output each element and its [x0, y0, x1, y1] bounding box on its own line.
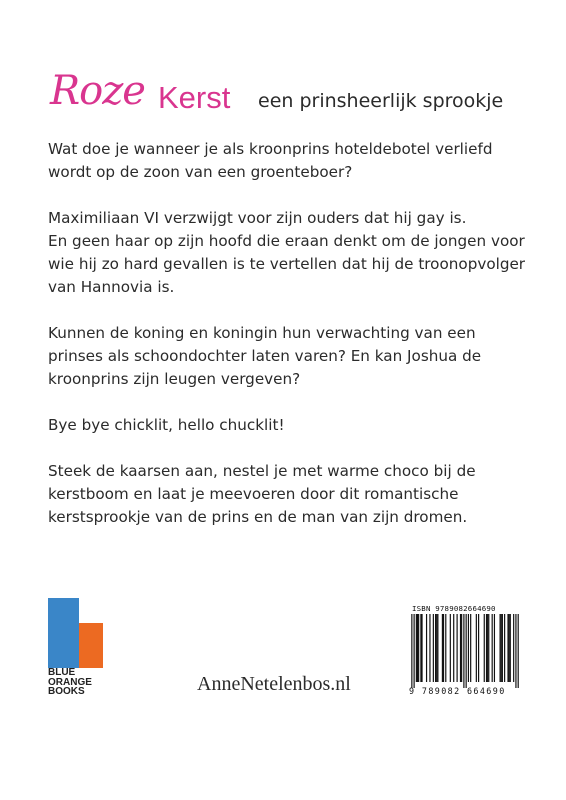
blurb-paragraph [48, 460, 528, 529]
barcode-bar [411, 614, 412, 688]
barcode-bar [443, 614, 444, 682]
barcode-bar [460, 614, 461, 682]
barcode-bar [488, 614, 489, 682]
blurb-line: Wat doe je wanneer je als kroonprins hoteldebotel verliefd [48, 140, 493, 158]
blurb-paragraph [48, 414, 528, 437]
blurb-line: prinses als schoondochter laten varen? En kan Joshua de [48, 347, 482, 365]
barcode-bar [518, 614, 519, 688]
barcode-bar [478, 614, 479, 682]
barcode-bar [515, 614, 516, 688]
barcode-bar [453, 614, 454, 682]
blurb-paragraph [48, 322, 528, 391]
blurb-line: van Hannovia is. [48, 278, 175, 296]
barcode-bar [501, 614, 502, 682]
barcode-bar [463, 614, 464, 688]
blurb-paragraph [48, 138, 528, 184]
isbn-barcode [409, 604, 521, 704]
barcode-bars [409, 614, 521, 688]
logo-orange-bar [79, 623, 103, 668]
blurb-line: kerstboom en laat je meevoeren door dit romantische [48, 485, 459, 503]
barcode-bar [510, 614, 511, 682]
barcode-bar [461, 614, 462, 682]
blurb-line: kerstsprookje van de prins en de man van zijn dromen. [48, 508, 468, 526]
barcode-bar [484, 614, 485, 682]
barcode-bar [416, 614, 417, 682]
publisher-name-line: BLUE [48, 667, 76, 678]
publisher-name-line: BOOKS [48, 686, 85, 697]
publisher-logo [48, 598, 158, 698]
blurb-line: Steek de kaarsen aan, nestel je met warme choco bij de [48, 462, 476, 480]
barcode-bar [450, 614, 451, 682]
barcode-bar [468, 614, 469, 682]
barcode-bar [502, 614, 503, 682]
title-script-word: Roze [50, 68, 145, 114]
barcode-bar [417, 614, 418, 682]
barcode-bar [457, 614, 458, 682]
isbn-digits: 9 789082 664690 [409, 686, 506, 696]
barcode-bar [445, 614, 446, 682]
barcode-bar [436, 614, 437, 682]
isbn-label: ISBN 9789082664690 [412, 604, 496, 613]
barcode-bar [414, 614, 415, 688]
barcode-bar [435, 614, 436, 682]
barcode-bar [418, 614, 419, 682]
barcode-bar [494, 614, 495, 682]
barcode-bar [470, 614, 471, 682]
barcode-bar [433, 614, 434, 682]
title-subtitle: een prinsheerlijk sprookje [258, 90, 504, 112]
blurb-line: Bye bye chicklit, hello chucklit! [48, 416, 285, 434]
blurb-paragraph [48, 207, 528, 299]
blurb-line: Maximiliaan VI verzwijgt voor zijn ouders dat hij gay is. [48, 209, 467, 227]
barcode-bar [426, 614, 427, 682]
back-cover-blurb [48, 138, 528, 552]
barcode-bar [504, 614, 505, 682]
barcode-bar [429, 614, 430, 682]
barcode-bar [437, 614, 438, 682]
publisher-name-line: ORANGE [48, 676, 92, 688]
blurb-line: En geen haar op zijn hoofd die eraan denkt om de jongen voor [48, 232, 525, 250]
barcode-bar [486, 614, 487, 682]
author-website: AnneNetelenbos.nl [197, 673, 351, 695]
blurb-line: wie hij zo hard gevallen is te vertellen dat hij de troonopvolger [48, 255, 526, 273]
logo-blue-bar [48, 598, 79, 668]
barcode-bar [476, 614, 477, 682]
blurb-line: wordt op de zoon van een groenteboer? [48, 163, 353, 181]
barcode-bar [442, 614, 443, 682]
publisher-name [48, 668, 92, 697]
barcode-bar [500, 614, 501, 682]
barcode-bar [509, 614, 510, 682]
barcode-bar [420, 614, 421, 682]
barcode-bar [421, 614, 422, 682]
title-bold-word: Kerst [158, 80, 231, 115]
barcode-bar [492, 614, 493, 682]
barcode-bar [507, 614, 508, 682]
barcode-bar [487, 614, 488, 682]
barcode-bar [513, 614, 514, 682]
blurb-line: kroonprins zijn leugen vergeven? [48, 370, 301, 388]
blurb-line: Kunnen de koning en koningin hun verwachting van een [48, 324, 476, 342]
barcode-bar [466, 614, 467, 688]
